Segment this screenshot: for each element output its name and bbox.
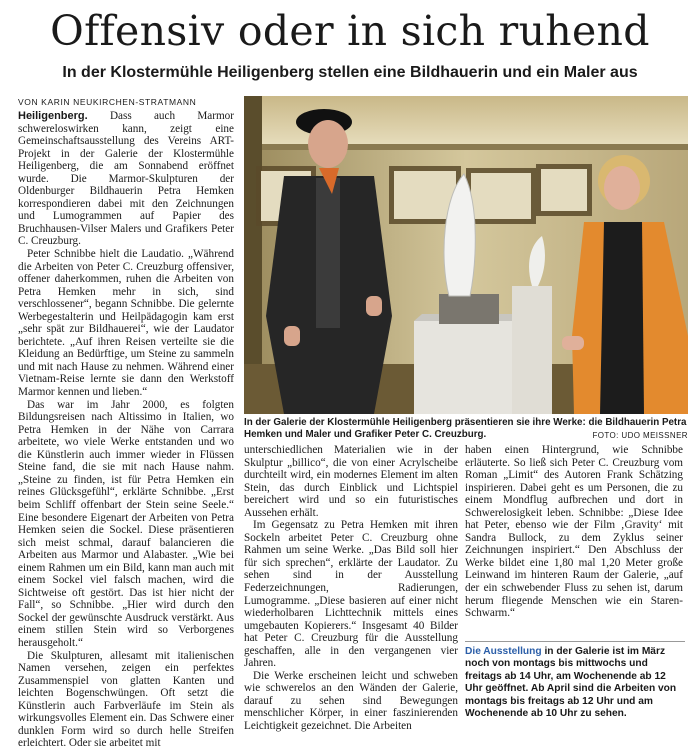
paragraph: Das war im Jahr 2000, es folgten Bildungsreisen nach Altissimo in Italien, wo Petra Hemken in der Nähe von Carrara arbeitete, wo viele Werke entstanden und wo die Künstlerin auch immer wieder in Flüssen Steine fand, die sie mit nach Hause nahm. „Steine zu finden, ist für Petra Hemken ein reines Glücksgefühl“, erklärte Schnibbe. „Erst beim Schliff offenbart der Stein seine Seele.“ Eine besondere Eigenart der Arbeiten von Petra Hemken seien die Sockel. Diese präsentieren sich meist schmal, darauf balancieren die Arbeiten aus Marmor und Alabaster. „Wie bei einem Rahmen um ein Bild, kann man auch mit einem Sockel viel falsch machen, wird die Sichtweise oft gestört. Das ist hier nicht der Fall“, so Schnibbe. „Hier wird durch den Sockel der gewünschte Ausdruck verstärkt. Aus einem stillen Stein wird so Verborgenes herausgeholt.“: [18, 398, 234, 649]
text-column-3: [465, 444, 683, 634]
paragraph: haben einen Hintergrund, wie Schnibbe erläuterte. So ließ sich Peter C. Creuzburg vom Roman „Limit“ des Autoren Frank Schätzing inspirieren. Dabei geht es um Personen, die zu einem Mondflug aufbrechen und dort in Schwerelosigkeit leben. Schnibbe: „Diese Idee hat Peter, ebenso wie der Film ‚Gravity‘ mit Sandra Bullock, zu dem Zyklus seiner Zeichnungen inspiriert.“ Den Abschluss der Werke bildet eine 1,80 mal 1,20 Meter große Leinwand im hinteren Raum der Galerie, „auf der ein schwebender Fluss zu sehen ist, darum herum fliegende Menschen wie ein Staren-Schwarm.“: [465, 444, 683, 620]
article-subheadline: In der Klostermühle Heiligenberg stellen eine Bildhauerin und ein Maler aus: [62, 64, 638, 81]
paragraph: Im Gegensatz zu Petra Hemken mit ihren Sockeln arbeitet Peter C. Creuzburg ohne Rahmen um seine Werke. „Das Bild soll hier für sich sprechen“, erklärte der Laudator. Zu sehen sind in der Ausstellung Federzeichnungen, Radierungen, Lumogramme. „Diese basieren auf einer nicht wiederholbaren Lichttechnik mittels eines umgebauten Kopierers.“ Insgesamt 40 Bilder hat Peter C. Creuzburg für die Ausstellung geschaffen, alle in den vergangenen vier Jahren.: [244, 519, 458, 670]
paragraph-text: Dass auch Marmor schwereloswirken kann, zeigt eine Gemeinschaftsausstellung des Vereins ART-Projekt in der Galerie der Klostermühle Heiligenberg, die am Sonnabend eröffnet wurde. Die Marmor-Skulpturen der Oldenburger Bildhauerin Petra Hemken korrespondieren dabei mit den Zeichnungen und Lumogrammen auf Papier des Bruchhausen-Vilser Malers und Grafikers Peter C. Creuzburg.: [18, 110, 235, 248]
paragraph: unterschiedlichen Materialien wie in der Skulptur „billico“, die von einer Acrylscheibe durchteilt wird, ein modernes Element im alten Stein, das durch Einblick und Lichtspiel bereichert wird und so ein futuristisches Aussehen erhält.: [244, 444, 458, 519]
text-column-1: [18, 110, 235, 750]
paragraph: Die Werke erscheinen leicht und schweben wie schwerelos an den Wänden der Galerie, darauf zu sehen sind Bewegungen menschlicher Körper, in einer faszinierenden Leichtigkeit gezeichnet. Die Arbeiten: [244, 669, 458, 733]
article-headline: Offensiv oder in sich ruhend: [50, 7, 650, 55]
article-photo: [244, 96, 688, 414]
byline: VON KARIN NEUKIRCHEN-STRATMANN: [18, 97, 197, 107]
text-column-2: [244, 444, 458, 733]
paragraph: [18, 110, 234, 248]
photo-credit: FOTO: UDO MEISSNER: [592, 431, 688, 440]
photo-caption: In der Galerie der Klostermühle Heiligenberg präsentieren sie ihre Werke: die Bildhauerin Petra Hemken und Maler und Grafiker Peter C. Creuzburg.: [244, 417, 687, 440]
paragraph: Die Skulpturen, allesamt mit italienischen Namen versehen, zeigen ein perfektes Zusammenspiel von glatten Kanten und leichten Bogenschwüngen. Oft setzt die Künstlerin auch Farbverläufe im Stein als wirkungsvolles Element ein. Das Schwere einer dunklen Form wird so durch helle Streifen erleichtert. Oder sie arbeitet mit: [18, 649, 234, 750]
paragraph: Peter Schnibbe hielt die Laudatio. „Während die Arbeiten von Peter C. Creuzburg offensiver, offener daherkommen, ruhen die Arbeiten von Petra Hemken mehr in sich, sind verschlossener“, begann Schnibbe. Die gelernte Werbegestalterin und Heilpädagogin kam erst „sehr spät zur Bildhauerei“, wie der Laudator berichtete. „Auf ihren Reisen verteilte sie die Kleidung an Bedürftige, um Steine zu sammeln und mit nach Hause zu nehmen. Während einer Vietnam-Reise lernte sie dann den Werkstoff Marmor kennen und lieben.“: [18, 248, 234, 399]
info-text: in der Galerie ist im März noch von montags bis mittwochs und freitags ab 14 Uhr, am Wochenende ab 12 Uhr geöffnet. Ab April sind die Arbeiten von montags bis freitags ab 12 Uhr und am Wochenende ab 10 Uhr zu sehen.: [465, 646, 677, 720]
exhibition-info-box: [465, 641, 685, 720]
info-highlight: Die Ausstellung: [465, 646, 542, 657]
gallery-photo-illustration: [244, 96, 688, 414]
lead-place: Heiligenberg.: [18, 110, 88, 122]
